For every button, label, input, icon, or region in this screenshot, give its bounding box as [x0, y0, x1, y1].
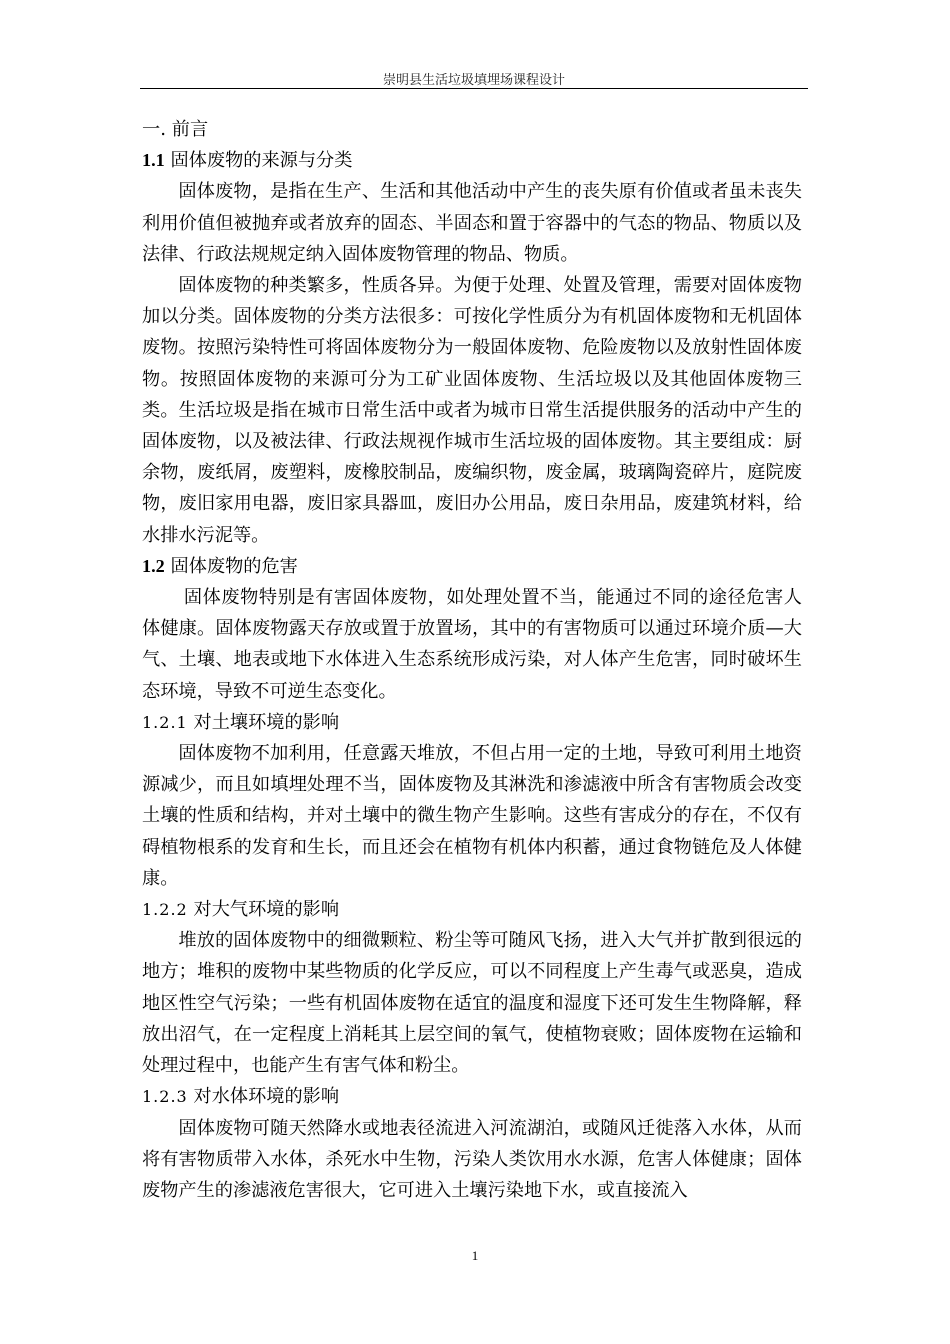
subsection-title: 对大气环境的影响 — [193, 899, 340, 921]
subsection-number: 1.2.2 — [142, 900, 188, 920]
section-heading-1-1 — [142, 145, 802, 176]
subsection-number: 1.2.3 — [142, 1087, 188, 1107]
paragraph: 固体废物的种类繁多，性质各异。为便于处理、处置及管理，需要对固体废物加以分类。固体废物的分类方法很多：可按化学性质分为有机固体废物和无机固体废物。按照污染特性可将固体废物分为一般固体废物、危险废物以及放射性固体废物。按照固体废物的来源可分为工矿业固体废物、生活垃圾以及其他固体废物三类。生活垃圾是指在城市日常生活中或者为城市日常生活提供服务的活动中产生的固体废物，以及被法律、行政法规视作城市生活垃圾的固体废物。其主要组成：厨余物，废纸屑，废塑料，废橡胶制品，废编织物，废金属，玻璃陶瓷碎片，庭院废物，废旧家用电器，废旧家具器皿，废旧办公用品，废日杂用品，废建筑材料，给水排水污泥等。 — [142, 275, 802, 546]
paragraph: 固体废物可随天然降水或地表径流进入河流湖泊，或随风迁徙落入水体，从而将有害物质带入水体，杀死水中生物，污染人类饮用水水源，危害人体健康；固体废物产生的渗滤液危害很大，它可进入土壤污染地下水，或直接流入 — [142, 1117, 802, 1201]
subsection-heading-1-2-2 — [142, 894, 802, 925]
section-number: 1.2 — [142, 555, 165, 576]
paragraph: 固体废物，是指在生产、生活和其他活动中产生的丧失原有价值或者虽未丧失利用价值但被抛弃或者放弃的固态、半固态和置于容器中的气态的物品、物质以及法律、行政法规规定纳入固体废物管理的物品、物质。 — [142, 181, 802, 265]
subsection-heading-1-2-3 — [142, 1081, 802, 1112]
section-title: 固体废物的危害 — [170, 555, 298, 577]
document-body — [142, 114, 802, 1206]
paragraph: 堆放的固体废物中的细微颗粒、粉尘等可随风飞扬，进入大气并扩散到很远的地方；堆积的废物中某些物质的化学反应，可以不同程度上产生毒气或恶臭，造成地区性空气污染；一些有机固体废物在适宜的温度和湿度下还可发生生物降解，释放出沼气，在一定程度上消耗其上层空间的氧气，使植物衰败；固体废物在运输和处理过程中，也能产生有害气体和粉尘。 — [142, 930, 802, 1077]
section-heading-preface: 一. 前言 — [142, 119, 209, 140]
paragraph: 固体废物不加利用，任意露天堆放，不但占用一定的土地，导致可利用土地资源减少，而且如填埋处理不当，固体废物及其淋洗和渗滤液中所含有害物质会改变土壤的性质和结构，并对土壤中的微生物产生影响。这些有害成分的存在，不仅有碍植物根系的发育和生长，而且还会在植物有机体内积蓄，通过食物链危及人体健康。 — [142, 743, 802, 889]
page-number: 1 — [471, 1248, 479, 1263]
section-title: 固体废物的来源与分类 — [170, 150, 353, 172]
page-header-title: 崇明县生活垃圾填埋场课程设计 — [382, 73, 565, 88]
paragraph: 固体废物特别是有害固体废物，如处理处置不当，能通过不同的途径危害人体健康。固体废物露天存放或置于放置场，其中的有害物质可以通过环境介质—大气、土壤、地表或地下水体进入生态系统形成污染，对人体产生危害，同时破坏生态环境，导致不可逆生态变化。 — [142, 587, 802, 702]
subsection-number: 1.2.1 — [142, 712, 188, 732]
subsection-title: 对水体环境的影响 — [193, 1086, 340, 1108]
header-divider — [140, 88, 808, 89]
section-number: 1.1 — [142, 150, 165, 171]
subsection-heading-1-2-1 — [142, 707, 802, 738]
section-heading-1-2 — [142, 551, 802, 582]
subsection-title: 对土壤环境的影响 — [193, 711, 340, 733]
